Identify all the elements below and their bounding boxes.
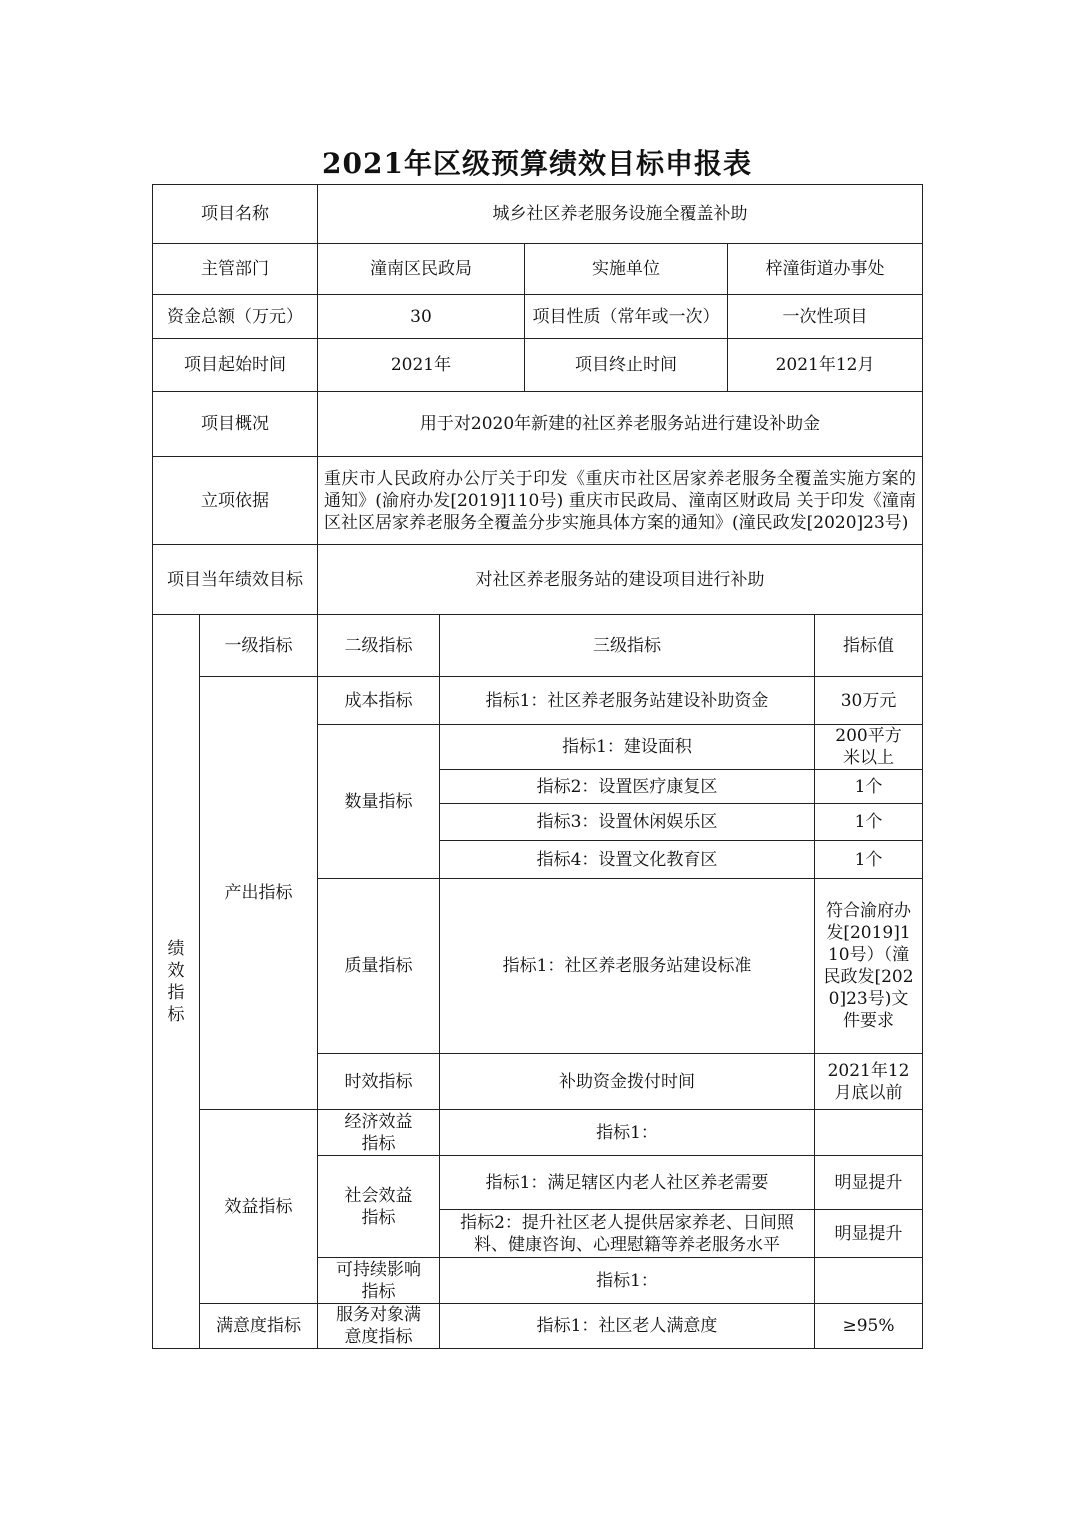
row-goal [153, 545, 923, 615]
overview-value: 用于对2020年新建的社区养老服务站进行建设补助金 [318, 392, 923, 457]
row-funding [153, 295, 923, 339]
service-sat-label: 服务对象满意度指标 [318, 1304, 440, 1349]
header-level2: 二级指标 [318, 615, 440, 677]
econ-value [815, 1110, 923, 1156]
quantity-value: 1个 [815, 804, 923, 841]
dept-value: 潼南区民政局 [318, 244, 525, 295]
quantity-value: 1个 [815, 770, 923, 804]
impl-value: 梓潼街道办事处 [728, 244, 923, 295]
dept-label: 主管部门 [153, 244, 318, 295]
sat-item: 指标1：社区老人满意度 [440, 1304, 815, 1349]
quantity-item: 指标3：设置休闲娱乐区 [440, 804, 815, 841]
row-dates [153, 339, 923, 392]
sat-value: ≥95% [815, 1304, 923, 1349]
basis-label: 立项依据 [153, 457, 318, 545]
row-basis [153, 457, 923, 545]
row-project-name [153, 185, 923, 244]
goal-value: 对社区养老服务站的建设项目进行补助 [318, 545, 923, 615]
cost-label: 成本指标 [318, 677, 440, 725]
social-item: 指标1：满足辖区内老人社区养老需要 [440, 1156, 815, 1210]
quantity-item: 指标2：设置医疗康复区 [440, 770, 815, 804]
social-item: 指标2：提升社区老人提供居家养老、日间照料、健康咨询、心理慰籍等养老服务水平 [440, 1210, 815, 1258]
time-value: 2021年12月底以前 [815, 1054, 923, 1110]
quantity-value: 1个 [815, 841, 923, 879]
header-level1: 一级指标 [200, 615, 318, 677]
perf-indicators-label: 绩效指标 [153, 615, 200, 1349]
time-label: 时效指标 [318, 1054, 440, 1110]
quality-value: 符合渝府办发[2019]110号）（潼民政发[2020]23号)文件要求 [815, 879, 923, 1054]
benefit-label: 效益指标 [200, 1110, 318, 1304]
overview-label: 项目概况 [153, 392, 318, 457]
cost-value: 30万元 [815, 677, 923, 725]
quality-label: 质量指标 [318, 879, 440, 1054]
project-name-label: 项目名称 [153, 185, 318, 244]
row-overview [153, 392, 923, 457]
row-indicator-headers [153, 615, 923, 677]
page-title: 2021年区级预算绩效目标申报表 [322, 147, 752, 180]
econ-item: 指标1： [440, 1110, 815, 1156]
end-value: 2021年12月 [728, 339, 923, 392]
row-economic [153, 1110, 923, 1156]
sustain-value [815, 1258, 923, 1304]
row-satisfaction [153, 1304, 923, 1349]
budget-form-table [152, 184, 923, 1349]
row-cost [153, 677, 923, 725]
sustain-item: 指标1： [440, 1258, 815, 1304]
project-name-value: 城乡社区养老服务设施全覆盖补助 [318, 185, 923, 244]
quantity-value: 200平方米以上 [815, 725, 923, 770]
impl-label: 实施单位 [525, 244, 728, 295]
satisfaction-label: 满意度指标 [200, 1304, 318, 1349]
social-label: 社会效益指标 [318, 1156, 440, 1258]
fund-value: 30 [318, 295, 525, 339]
social-value: 明显提升 [815, 1156, 923, 1210]
output-label: 产出指标 [200, 677, 318, 1110]
header-value: 指标值 [815, 615, 923, 677]
quantity-label: 数量指标 [318, 725, 440, 879]
end-label: 项目终止时间 [525, 339, 728, 392]
start-value: 2021年 [318, 339, 525, 392]
nature-value: 一次性项目 [728, 295, 923, 339]
basis-value: 重庆市人民政府办公厅关于印发《重庆市社区居家养老服务全覆盖实施方案的通知》(渝府办发[2019]110号) 重庆市民政局、潼南区财政局 关于印发《潼南区社区居家养老服务全覆盖分步实施具体方案的通知》(潼民政发[2020]23号) [318, 457, 923, 545]
start-label: 项目起始时间 [153, 339, 318, 392]
cost-item: 指标1：社区养老服务站建设补助资金 [440, 677, 815, 725]
quantity-item: 指标4：设置文化教育区 [440, 841, 815, 879]
social-value: 明显提升 [815, 1210, 923, 1258]
time-item: 补助资金拨付时间 [440, 1054, 815, 1110]
econ-label: 经济效益指标 [318, 1110, 440, 1156]
quantity-item: 指标1：建设面积 [440, 725, 815, 770]
goal-label: 项目当年绩效目标 [153, 545, 318, 615]
sustain-label: 可持续影响指标 [318, 1258, 440, 1304]
row-department [153, 244, 923, 295]
nature-label: 项目性质（常年或一次） [525, 295, 728, 339]
quality-item: 指标1：社区养老服务站建设标准 [440, 879, 815, 1054]
fund-label: 资金总额（万元） [153, 295, 318, 339]
header-level3: 三级指标 [440, 615, 815, 677]
